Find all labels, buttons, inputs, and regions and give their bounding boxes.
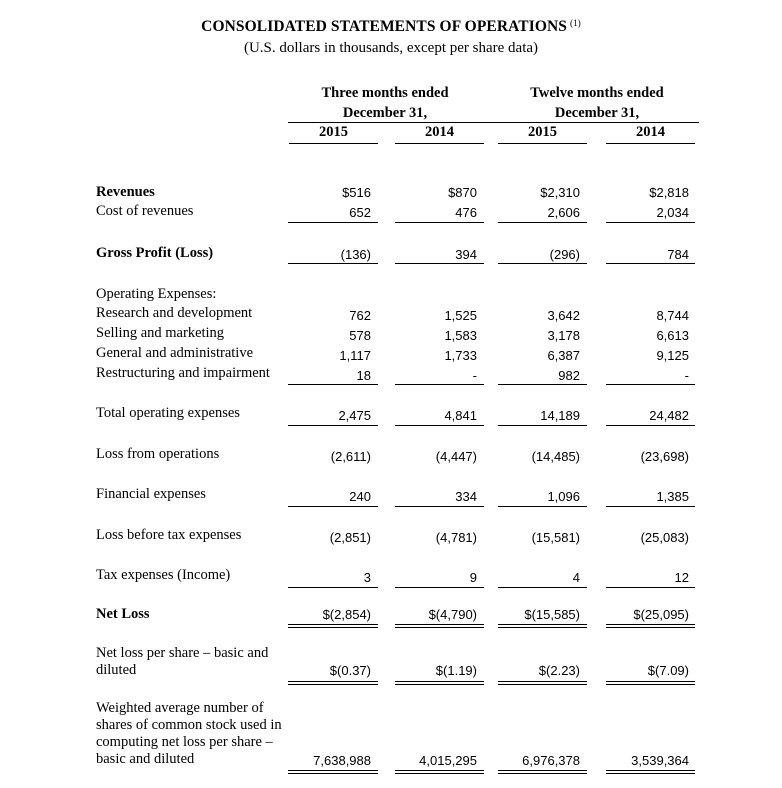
rule-financial-col2 <box>395 506 484 507</box>
double-rule-eps-col4 <box>606 681 695 685</box>
year-header-col2: 2014 <box>425 124 454 140</box>
cell-tax-col1: 3 <box>363 570 371 585</box>
cell-rnd-col3: 3,642 <box>547 308 580 323</box>
cell-sm-col1: 578 <box>349 328 371 343</box>
year-rule-col3 <box>498 143 587 144</box>
year-header-col1: 2015 <box>319 124 348 140</box>
cell-shares-col4: 3,539,364 <box>631 753 689 768</box>
cell-ga-col3: 6,387 <box>547 348 580 363</box>
rule-gross-col1 <box>288 263 378 264</box>
rule-tax-col3 <box>498 587 587 588</box>
twelve-months-header-line1: Twelve months ended <box>530 85 664 101</box>
year-rule-col4 <box>606 143 695 144</box>
cell-loss-ops-col2: (4,447) <box>435 449 477 464</box>
cell-tax-col4: 12 <box>674 570 689 585</box>
cell-revenues-col4: $2,818 <box>649 185 689 200</box>
double-rule-shares-col2 <box>395 770 484 774</box>
cell-gross-col3: (296) <box>549 247 580 262</box>
double-rule-net-loss-col3 <box>498 624 587 628</box>
rule-gross-col4 <box>606 263 695 264</box>
row-label-loss-before-tax: Loss before tax expenses <box>96 527 242 543</box>
double-rule-net-loss-col2 <box>395 624 484 628</box>
row-label-selling-marketing: Selling and marketing <box>96 325 225 341</box>
statement-title: CONSOLIDATED STATEMENTS OF OPERATIONS $^{(1)}$ <box>201 18 581 35</box>
cell-tax-col3: 4 <box>572 570 580 585</box>
cell-rnd-col1: 762 <box>349 308 371 323</box>
cell-financial-col3: 1,096 <box>547 489 580 504</box>
cell-ga-col2: 1,733 <box>444 348 477 363</box>
cell-restructuring-col2: - <box>472 368 477 383</box>
rule-total-opex-col4 <box>606 425 695 426</box>
cell-total-opex-col4: 24,482 <box>649 408 689 423</box>
cell-rnd-col4: 8,744 <box>656 308 689 323</box>
rule-gross-col3 <box>498 263 587 264</box>
cell-total-opex-col1: 2,475 <box>338 408 371 423</box>
double-rule-shares-col3 <box>498 770 587 774</box>
cell-net-loss-col4: $(25,095) <box>633 607 689 622</box>
double-rule-eps-col2 <box>395 681 484 685</box>
year-rule-col2 <box>395 143 484 144</box>
row-label-net-loss-per-share: Net loss per share – basic and diluted <box>96 645 269 678</box>
row-label-general-administrative: General and administrative <box>96 345 254 361</box>
subtotal-rule-cost-col2 <box>395 222 484 223</box>
cell-shares-col2: 4,015,295 <box>419 753 477 768</box>
row-label-loss-from-operations: Loss from operations <box>96 446 220 462</box>
year-header-col3: 2015 <box>528 124 557 140</box>
rule-tax-col2 <box>395 587 484 588</box>
double-rule-shares-col1 <box>288 770 378 774</box>
double-rule-net-loss-col4 <box>606 624 695 628</box>
double-rule-eps-col1 <box>288 681 378 685</box>
cell-gross-col4: 784 <box>667 247 689 262</box>
row-label-financial-expenses: Financial expenses <box>96 486 206 502</box>
row-label-restructuring: Restructuring and impairment <box>96 365 270 381</box>
year-rule-col1 <box>289 143 378 144</box>
rule-total-opex-col2 <box>395 425 484 426</box>
cell-loss-ops-col3: (14,485) <box>531 449 580 464</box>
cell-eps-col4: $(7.09) <box>647 663 689 678</box>
cell-cost-col2: 476 <box>455 205 477 220</box>
header-rule <box>288 122 699 123</box>
row-label-tax-expenses: Tax expenses (Income) <box>96 567 231 583</box>
subtotal-rule-cost-col4 <box>606 222 695 223</box>
rule-financial-col1 <box>288 506 378 507</box>
cell-cost-col3: 2,606 <box>547 205 580 220</box>
cell-loss-before-tax-col3: (15,581) <box>531 530 580 545</box>
rule-tax-col1 <box>288 587 378 588</box>
cell-eps-col1: $(0.37) <box>329 663 371 678</box>
three-months-header-line1: Three months ended <box>321 85 449 101</box>
cell-sm-col4: 6,613 <box>656 328 689 343</box>
double-rule-shares-col4 <box>606 770 695 774</box>
footnote-marker: (1) <box>570 18 581 28</box>
rule-gross-col2 <box>395 263 484 264</box>
cell-ga-col4: 9,125 <box>656 348 689 363</box>
row-label-operating-expenses: Operating Expenses: <box>96 286 217 302</box>
rule-restructuring-col2 <box>395 384 484 385</box>
cell-gross-col1: (136) <box>340 247 371 262</box>
rule-tax-col4 <box>606 587 695 588</box>
cell-total-opex-col2: 4,841 <box>444 408 477 423</box>
cell-financial-col1: 240 <box>349 489 371 504</box>
rule-restructuring-col1 <box>288 384 378 385</box>
row-label-cost-of-revenues: Cost of revenues <box>96 203 194 219</box>
cell-eps-col2: $(1.19) <box>435 663 477 678</box>
double-rule-net-loss-col1 <box>288 624 378 628</box>
rule-total-opex-col3 <box>498 425 587 426</box>
cell-financial-col4: 1,385 <box>656 489 689 504</box>
cell-shares-col1: 7,638,988 <box>313 753 371 768</box>
cell-tax-col2: 9 <box>469 570 477 585</box>
cell-financial-col2: 334 <box>455 489 477 504</box>
cell-cost-col4: 2,034 <box>656 205 689 220</box>
cell-shares-col3: 6,976,378 <box>522 753 580 768</box>
rule-financial-col4 <box>606 506 695 507</box>
year-header-col4: 2014 <box>636 124 665 140</box>
cell-eps-col3: $(2.23) <box>538 663 580 678</box>
row-label-weighted-average-shares: Weighted average number of shares of common stock used in computing net loss per share – basic and diluted <box>96 700 282 767</box>
twelve-months-header-line2: December 31, <box>554 105 640 121</box>
cell-net-loss-col1: $(2,854) <box>322 607 371 622</box>
rule-restructuring-col3 <box>498 384 587 385</box>
cell-sm-col2: 1,583 <box>444 328 477 343</box>
cell-sm-col3: 3,178 <box>547 328 580 343</box>
rule-total-opex-col1 <box>288 425 378 426</box>
row-label-research-development: Research and development <box>96 305 253 321</box>
cell-net-loss-col3: $(15,585) <box>524 607 580 622</box>
rule-restructuring-col4 <box>606 384 695 385</box>
cell-total-opex-col3: 14,189 <box>540 408 580 423</box>
cell-ga-col1: 1,117 <box>339 348 371 363</box>
double-rule-eps-col3 <box>498 681 587 685</box>
row-label-revenues: Revenues <box>96 184 155 200</box>
row-label-gross-profit: Gross Profit (Loss) <box>96 245 214 261</box>
cell-loss-before-tax-col4: (25,083) <box>640 530 689 545</box>
statement-subtitle: (U.S. dollars in thousands, except per share data) <box>243 40 539 56</box>
cell-loss-before-tax-col1: (2,851) <box>329 530 371 545</box>
cell-revenues-col3: $2,310 <box>540 185 580 200</box>
cell-loss-before-tax-col2: (4,781) <box>435 530 477 545</box>
cell-revenues-col2: $870 <box>448 185 477 200</box>
cell-cost-col1: 652 <box>349 205 371 220</box>
cell-restructuring-col3: 982 <box>558 368 580 383</box>
cell-restructuring-col1: 18 <box>356 368 371 383</box>
rule-financial-col3 <box>498 506 587 507</box>
subtotal-rule-cost-col3 <box>498 222 587 223</box>
cell-loss-ops-col1: (2,611) <box>330 449 371 464</box>
cell-revenues-col1: $516 <box>342 185 371 200</box>
three-months-header-line2: December 31, <box>342 105 428 121</box>
cell-gross-col2: 394 <box>455 247 477 262</box>
cell-net-loss-col2: $(4,790) <box>428 607 477 622</box>
cell-loss-ops-col4: (23,698) <box>640 449 689 464</box>
row-label-net-loss: Net Loss <box>96 606 150 622</box>
subtotal-rule-cost-col1 <box>288 222 378 223</box>
cell-rnd-col2: 1,525 <box>444 308 477 323</box>
cell-restructuring-col4: - <box>684 368 689 383</box>
row-label-total-operating-expenses: Total operating expenses <box>96 405 240 421</box>
